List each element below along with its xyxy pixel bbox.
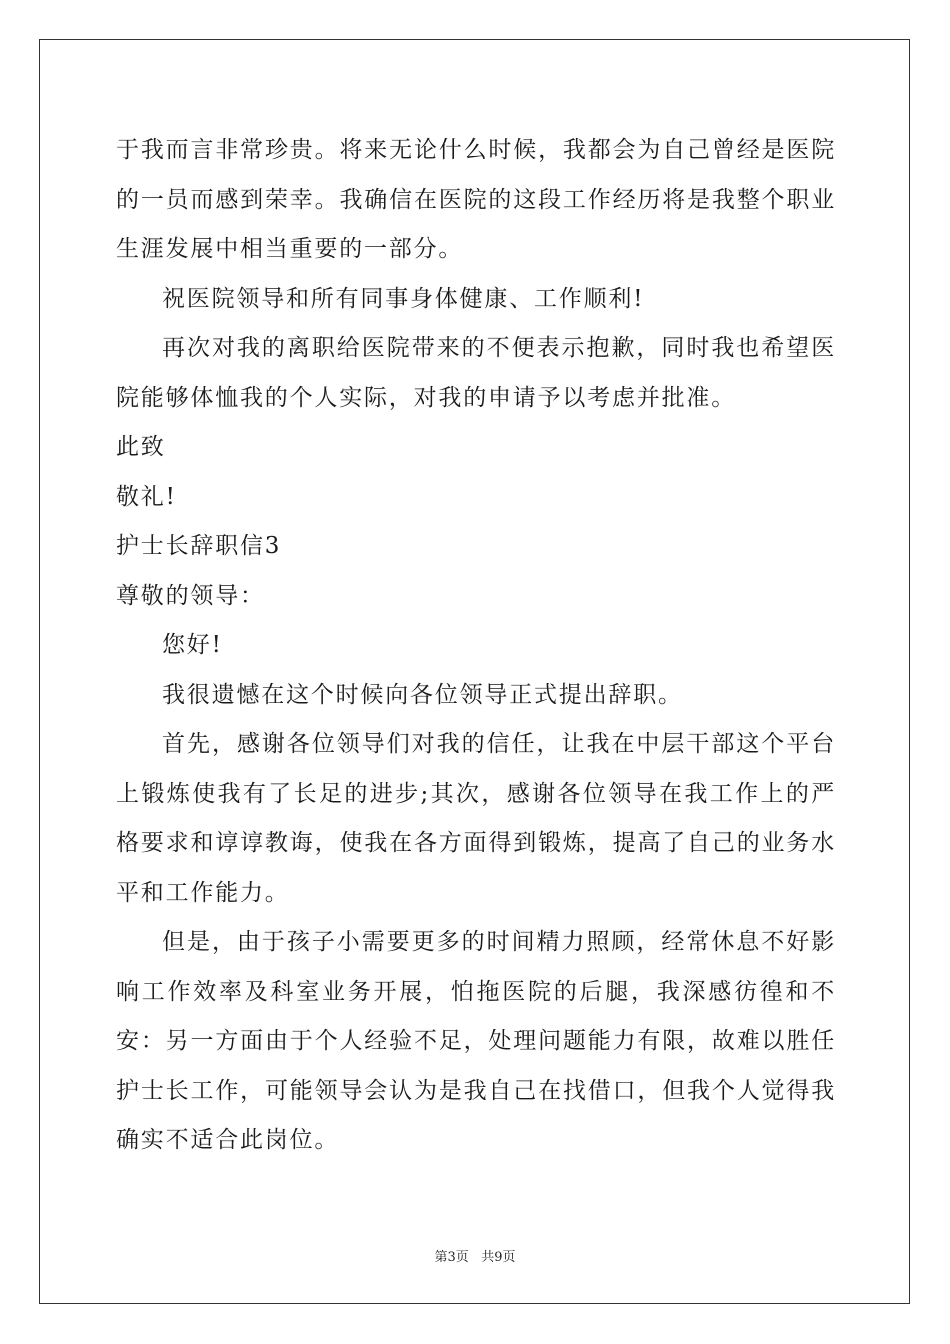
page-footer <box>0 1246 950 1265</box>
paragraph-hello: 您好! <box>162 632 223 658</box>
letter-greeting: 尊敬的领导： <box>116 582 265 609</box>
letter-title: 护士长辞职信3 <box>116 533 282 559</box>
paragraph-apology: 再次对我的离职给医院带来的不便表示抱歉，同时我也希望医院能够体恤我的个人实际，对我的申请予以考虑并批准。 <box>116 335 836 411</box>
closing-salutation: 此致 <box>116 434 166 460</box>
paragraph-continuation: 于我而言非常珍贵。将来无论什么时候，我都会为自己曾经是医院的一员而感到荣幸。我确信在医院的这段工作经历将是我整个职业生涯发展中相当重要的一部分。 <box>116 137 836 262</box>
document-body <box>116 126 836 1166</box>
page-number: 第3页 <box>434 1250 469 1265</box>
paragraph-thanks: 首先，感谢各位领导们对我的信任，让我在中层干部这个平台上锻炼使我有了长足的进步;其次，感谢各位领导在我工作上的严格要求和谆谆教诲，使我在各方面得到锻炼，提高了自己的业务水平和工作能力。 <box>116 731 836 906</box>
paragraph-resignation: 我很遗憾在这个时候向各位领导正式提出辞职。 <box>162 681 683 708</box>
paragraph-wishes: 祝医院领导和所有同事身体健康、工作顺利! <box>162 285 645 312</box>
paragraph-reasons: 但是，由于孩子小需要更多的时间精力照顾，经常休息不好影响工作效率及科室业务开展，怕拖医院的后腿，我深感彷徨和不安：另一方面由于个人经验不足，处理问题能力有限，故难以胜任护士长工作，可能领导会认为是我自己在找借口，但我个人觉得我确实不适合此岗位。 <box>116 929 836 1153</box>
page-total: 共9页 <box>481 1250 516 1265</box>
closing-regards: 敬礼! <box>116 483 177 510</box>
